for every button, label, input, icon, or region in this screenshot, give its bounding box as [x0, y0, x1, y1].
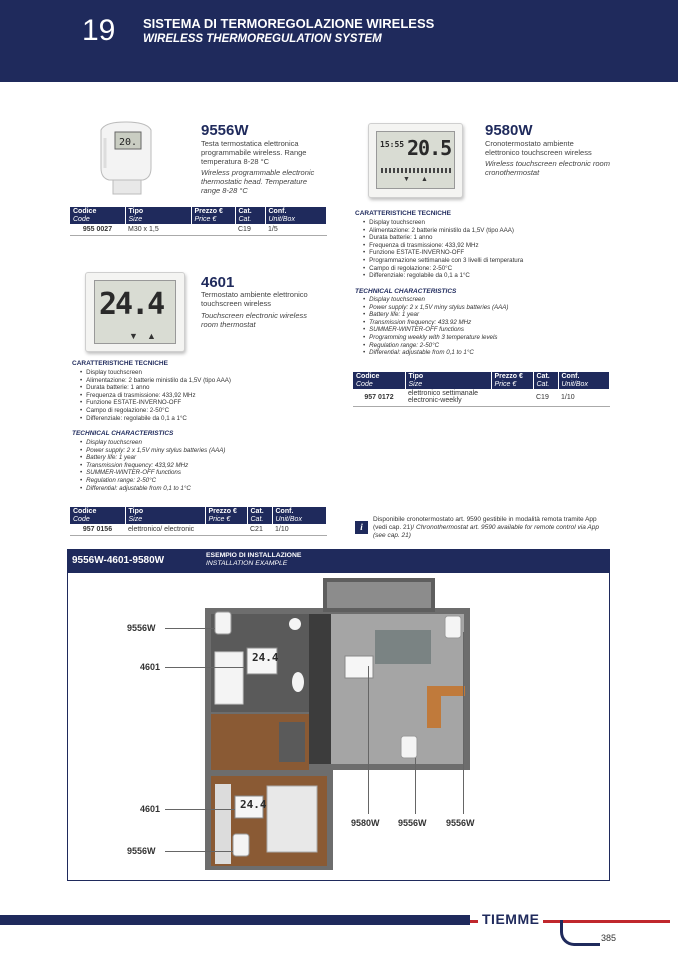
table-row: [70, 524, 327, 536]
floorplan-lcd-bathroom: 24.4: [252, 651, 279, 664]
table-row: [70, 224, 327, 236]
cell-cat: C21: [247, 524, 272, 536]
cell-type: [405, 389, 491, 407]
lcd-temperature: 20.5: [407, 136, 452, 160]
up-arrow-icon: ▲: [421, 176, 428, 183]
spec-item: • Differenziale: regolabile da 0,1 a 1°C: [363, 272, 613, 280]
spec-item: • Alimentazione: 2 batterie ministilo da 1,5V (tipo AAA): [80, 377, 320, 385]
callout-line: [165, 851, 233, 852]
installation-label-it: ESEMPIO DI INSTALLAZIONE: [206, 552, 302, 559]
cell-price: [205, 524, 247, 536]
product-code-9580w: 9580W: [485, 122, 533, 139]
program-bar: [381, 168, 451, 173]
spec-item: • Durata batterie: 1 anno: [80, 384, 320, 392]
spec-title-en-4601: TECHNICAL CHARACTERISTICS: [72, 430, 174, 437]
room-thermostat-image: [85, 272, 185, 352]
spec-item: • Display touchscreen: [363, 219, 613, 227]
product-desc-en-9556w: Wireless programmable electronic thermostatic head. Temperature range 8-28 °C: [201, 168, 315, 195]
cell-cat: C19: [533, 389, 558, 407]
th-price: Price €: [494, 380, 517, 388]
th-cat: Cat.: [536, 373, 550, 380]
page-subtitle: WIRELESS THERMOREGULATION SYSTEM: [143, 33, 382, 45]
spec-title-it-9580w: CARATTERISTICHE TECNICHE: [355, 210, 451, 217]
th-conf: Conf.: [268, 208, 287, 215]
spec-item: • Programmazione settimanale con 3 livelli di temperatura: [363, 257, 613, 265]
page-number: 385: [601, 933, 617, 943]
callout-line: [463, 632, 464, 814]
cell-code: 957 0172: [353, 389, 405, 407]
spec-item: • Programming weekly with 3 temperature levels: [363, 334, 613, 342]
cell-conf: 1/10: [272, 524, 327, 536]
spec-item: • SUMMER-WINTER-OFF functions: [363, 326, 613, 334]
th-tipo: Tipo: [408, 373, 424, 380]
spec-item: • Funzione ESTATE-INVERNO-OFF: [363, 249, 613, 257]
cell-code: 957 0156: [70, 524, 125, 536]
spec-item: • Regulation range: 2-50°C: [363, 342, 613, 350]
th-unit: Unit/Box: [275, 515, 302, 523]
product-code-9556w: 9556W: [201, 122, 249, 139]
th-cat-en: Cat.: [238, 215, 252, 223]
th-size: Size: [408, 380, 423, 388]
footer-curve: [560, 920, 600, 946]
spec-list-en-9580w: [363, 296, 613, 357]
spec-item: • Power supply: 2 x 1,5V miny stylus batteries (AAA): [80, 447, 320, 455]
note-text-en: Chronothermostat art. 9590 available for remote control via App (see cap. 21): [373, 524, 599, 539]
spec-item: • Display touchscreen: [363, 296, 613, 304]
note-text-it: Disponibile cronotermostato art. 9590 gestibile in modalità remota tramite App (vedi cap. 21)/: [373, 516, 597, 531]
spec-item: • Differential: adjustable from 0,1 to 1°C: [80, 485, 320, 493]
callout-line: [415, 758, 416, 814]
th-unit: Unit/Box: [268, 215, 295, 223]
product-desc-it-4601: Termostato ambiente elettronico touchscreen wireless: [201, 290, 308, 308]
floor-plan-image: [205, 578, 475, 873]
th-cat: Cat.: [238, 208, 252, 215]
th-code: Code: [73, 215, 90, 223]
page-title: SISTEMA DI TERMOREGOLAZIONE WIRELESS: [143, 16, 435, 31]
cell-type-en: electronic-weekly: [408, 396, 462, 404]
cell-price: [191, 224, 235, 236]
callout-9556w-b3: 9556W: [446, 818, 475, 828]
callout-4601-bottom: 4601: [140, 804, 161, 814]
spec-item: • Display touchscreen: [80, 439, 320, 447]
spec-title-en-9580w: TECHNICAL CHARACTERISTICS: [355, 288, 457, 295]
spec-item: • Battery life: 1 year: [363, 311, 613, 319]
th-prezzo: Prezzo €: [194, 208, 223, 215]
spec-title-it-4601: CARATTERISTICHE TECNICHE: [72, 360, 168, 367]
th-conf: Conf.: [561, 373, 580, 380]
cell-price: [491, 389, 533, 407]
callout-line: [165, 628, 215, 629]
spec-item: • SUMMER-WINTER-OFF functions: [80, 469, 320, 477]
table-row: [353, 389, 610, 407]
spec-item: • Transmission frequency: 433,92 MHz: [80, 462, 320, 470]
th-codice: Codice: [73, 208, 97, 215]
spec-item: • Differential: adjustable from 0,1 to 1°C: [363, 349, 613, 357]
th-conf: Conf.: [275, 508, 294, 515]
product-desc-en-4601: Touchscreen electronic wireless room thermostat: [201, 311, 308, 329]
spec-item: • Durata batterie: 1 anno: [363, 234, 613, 242]
spec-item: • Frequenza di trasmissione: 433,92 MHz: [363, 242, 613, 250]
spec-item: • Campo di regolazione: 2-50°C: [80, 407, 320, 415]
installation-label-en: INSTALLATION EXAMPLE: [206, 560, 288, 567]
th-code: Code: [356, 380, 373, 388]
callout-9556w-bottom: 9556W: [127, 846, 156, 856]
spec-list-it-9580w: [363, 219, 613, 280]
product-desc-en-9580w: Wireless touchscreen electronic room cronothermostat: [485, 159, 610, 177]
product-code-4601: 4601: [201, 274, 235, 291]
th-tipo: Tipo: [128, 508, 144, 515]
th-code: Code: [73, 515, 90, 523]
lcd-temperature: 24.4: [99, 287, 164, 322]
cell-conf: 1/5: [265, 224, 327, 236]
th-prezzo: Prezzo €: [208, 508, 237, 515]
price-table-9580w: [353, 372, 610, 407]
product-desc-it-9556w: Testa termostatica elettronica programmabile wireless. Range temperatura 8-28 °C: [201, 139, 307, 166]
th-size: Size: [128, 215, 143, 223]
th-cat: Cat.: [250, 508, 264, 515]
spec-item: • Frequenza di trasmissione: 433,92 MHz: [80, 392, 320, 400]
installation-codes: 9556W-4601-9580W: [72, 555, 165, 566]
th-prezzo: Prezzo €: [494, 373, 523, 380]
th-codice: Codice: [356, 373, 380, 380]
th-price: Price €: [208, 515, 231, 523]
spec-item: • Funzione ESTATE-INVERNO-OFF: [80, 399, 320, 407]
thermostatic-head-image: [95, 118, 157, 198]
spec-item: • Campo di regolazione: 2-50°C: [363, 265, 613, 273]
th-cat-en: Cat.: [250, 515, 264, 523]
callout-9580w: 9580W: [351, 818, 380, 828]
th-tipo: Tipo: [128, 208, 144, 215]
price-table-4601: [70, 507, 327, 536]
spec-item: • Transmission frequency: 433.92 MHz: [363, 319, 613, 327]
callout-4601-top: 4601: [140, 662, 161, 672]
callout-line: [165, 809, 235, 810]
floorplan-lcd-bedroom: 24.4: [240, 798, 267, 811]
callout-9556w-top: 9556W: [127, 623, 156, 633]
th-size: Size: [128, 515, 143, 523]
cell-conf: 1/10: [558, 389, 610, 407]
spec-item: • Battery life: 1 year: [80, 454, 320, 462]
chapter-number: 19: [82, 14, 116, 47]
spec-item: • Regulation range: 2-50°C: [80, 477, 320, 485]
cronothermostat-image: [368, 123, 463, 198]
spec-item: • Power supply: 2 x 1,5V miny stylus batteries (AAA): [363, 304, 613, 312]
price-table-9556w: [70, 207, 327, 236]
footer-bar: [0, 915, 470, 925]
spec-item: • Alimentazione: 2 batterie ministilo da 1,5V (tipo AAA): [363, 227, 613, 235]
callout-line: [165, 667, 245, 668]
cell-type-it: elettronico settimanale: [408, 390, 479, 397]
spec-list-it-4601: [80, 369, 320, 422]
cell-type: elettronico/ electronic: [125, 524, 205, 536]
down-arrow-icon: ▼: [129, 331, 138, 341]
lcd-clock: 15:55: [380, 140, 405, 149]
spec-list-en-4601: [80, 439, 320, 492]
up-arrow-icon: ▲: [147, 331, 156, 341]
th-codice: Codice: [73, 508, 97, 515]
spec-item: • Display touchscreen: [80, 369, 320, 377]
th-price: Price €: [194, 215, 217, 223]
cell-type: M30 x 1,5: [125, 224, 191, 236]
down-arrow-icon: ▼: [403, 176, 410, 183]
callout-line: [368, 666, 369, 814]
product-desc-it-9580w: Cronotermostato ambiente elettronico touchscreen wireless: [485, 139, 592, 157]
info-icon: i: [355, 521, 368, 534]
svg-text:20.: 20.: [118, 137, 138, 148]
th-cat-en: Cat.: [536, 380, 550, 388]
th-unit: Unit/Box: [561, 380, 588, 388]
cell-code: 955 0027: [70, 224, 125, 236]
spec-item: • Differenziale: regolabile da 0,1 a 1°C: [80, 415, 320, 423]
cell-cat: C19: [235, 224, 265, 236]
brand-logo: TIEMME: [478, 911, 543, 927]
callout-9556w-b2: 9556W: [398, 818, 427, 828]
note-text: [373, 516, 603, 540]
